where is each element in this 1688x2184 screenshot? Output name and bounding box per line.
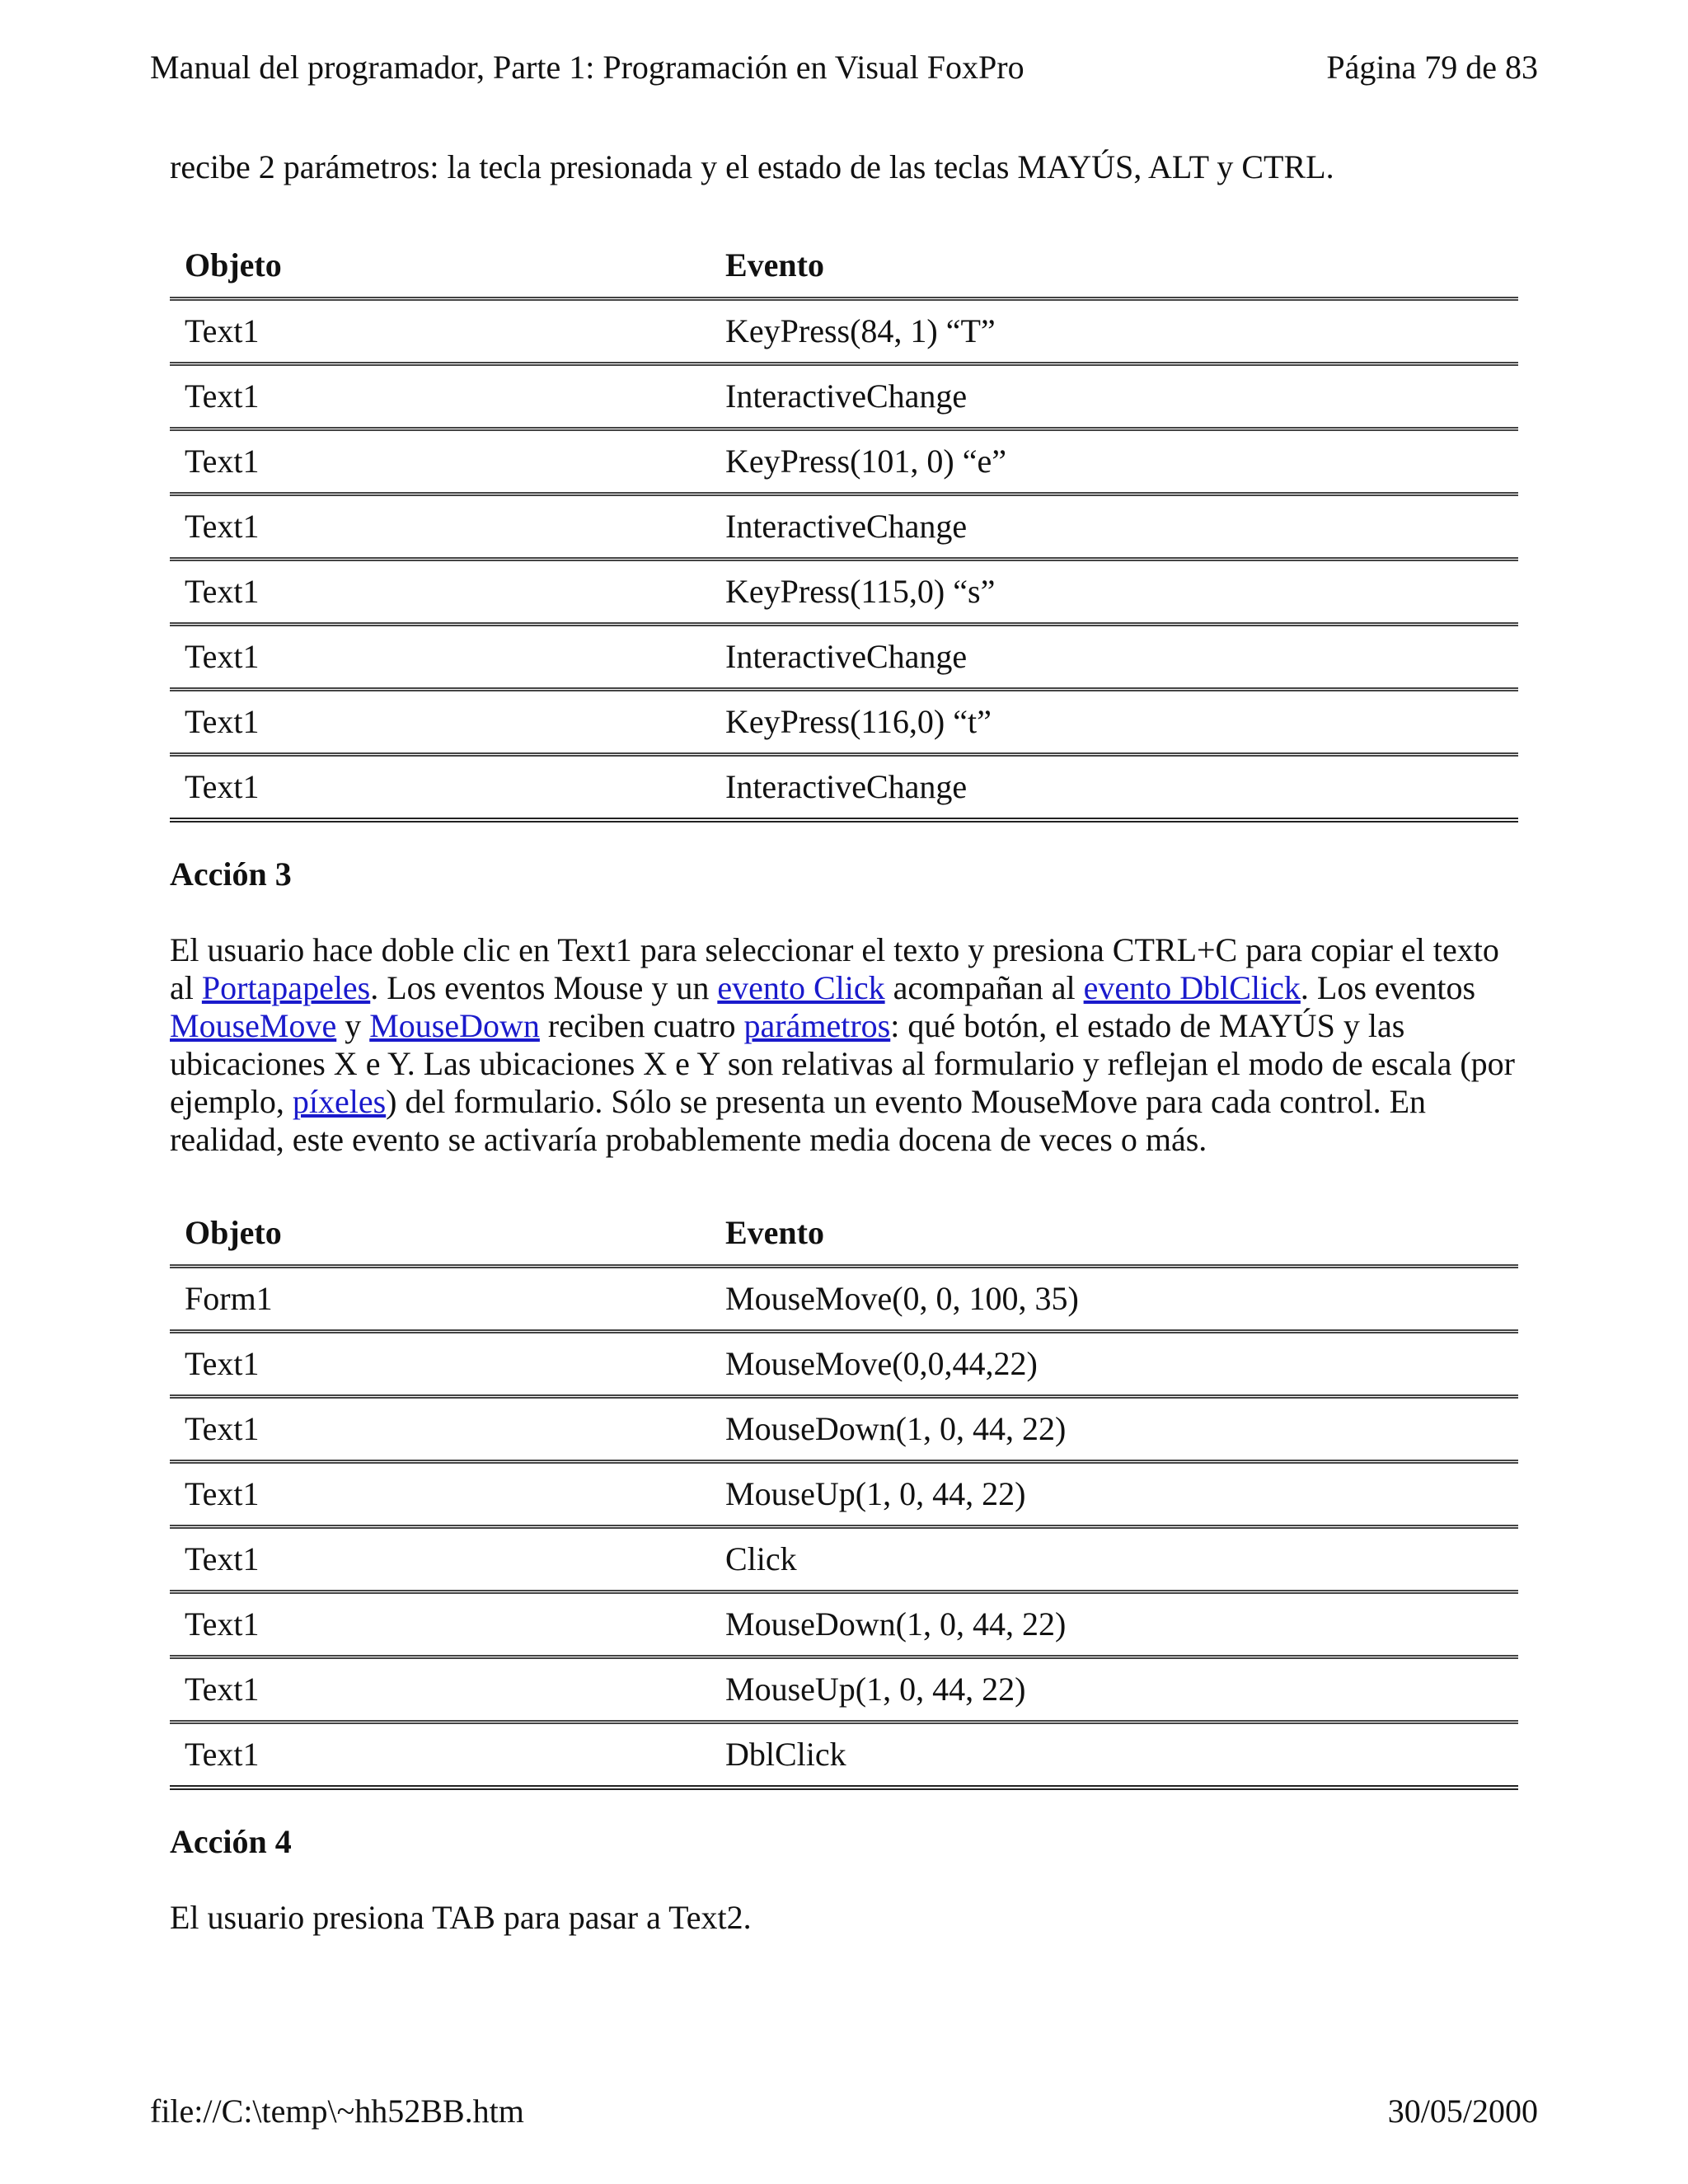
table-row	[170, 364, 1518, 429]
text-segment: . Los eventos	[1300, 969, 1476, 1006]
text-segment: y	[336, 1007, 370, 1044]
section-heading-accion-3: Acción 3	[170, 855, 292, 893]
object-cell: Text1	[170, 299, 710, 364]
table-row	[170, 755, 1518, 821]
document-title: Manual del programador, Parte 1: Programación en Visual FoxPro	[150, 49, 1025, 86]
events-table-1	[170, 234, 1518, 823]
table-row	[170, 429, 1518, 494]
text-segment: acompañan al	[884, 969, 1084, 1006]
text-segment: reciben cuatro	[539, 1007, 744, 1044]
event-cell: InteractiveChange	[710, 494, 1518, 560]
object-cell: Text1	[170, 1527, 710, 1592]
link-mousemove[interactable]: MouseMove	[170, 1007, 337, 1044]
event-cell: KeyPress(115,0) “s”	[710, 560, 1518, 625]
table-row	[170, 1722, 1518, 1788]
page-header	[150, 48, 1538, 87]
link-parametros[interactable]: parámetros	[743, 1007, 891, 1044]
table-row	[170, 690, 1518, 755]
link-evento-click[interactable]: evento Click	[717, 969, 885, 1006]
object-cell: Text1	[170, 494, 710, 560]
link-portapapeles[interactable]: Portapapeles	[201, 969, 371, 1006]
file-path: file://C:\temp\~hh52BB.htm	[150, 2093, 524, 2130]
event-cell: InteractiveChange	[710, 755, 1518, 821]
section-heading-accion-4: Acción 4	[170, 1823, 292, 1860]
event-cell: MouseUp(1, 0, 44, 22)	[710, 1462, 1518, 1527]
table-row	[170, 1267, 1518, 1332]
table-row	[170, 1527, 1518, 1592]
event-cell: DblClick	[710, 1722, 1518, 1788]
event-cell: MouseMove(0,0,44,22)	[710, 1332, 1518, 1397]
table-row	[170, 1592, 1518, 1657]
column-header-objeto: Objeto	[170, 234, 710, 299]
object-cell: Text1	[170, 1592, 710, 1657]
event-cell: KeyPress(84, 1) “T”	[710, 299, 1518, 364]
object-cell: Form1	[170, 1267, 710, 1332]
object-cell: Text1	[170, 429, 710, 494]
column-header-objeto: Objeto	[170, 1202, 710, 1267]
object-cell: Text1	[170, 1722, 710, 1788]
table-row	[170, 494, 1518, 560]
page-content	[170, 148, 1518, 1937]
link-evento-dblclick[interactable]: evento DblClick	[1083, 969, 1301, 1006]
page-number: Página 79 de 83	[1326, 49, 1538, 86]
event-cell: InteractiveChange	[710, 625, 1518, 690]
accion-3-paragraph	[170, 931, 1518, 1159]
event-cell: Click	[710, 1527, 1518, 1592]
object-cell: Text1	[170, 1397, 710, 1462]
table-header-row	[170, 1202, 1518, 1267]
event-cell: MouseDown(1, 0, 44, 22)	[710, 1592, 1518, 1657]
text-segment: : qué botón, el estado de MAYÚS y las ubicaciones X e Y. Las ubicaciones X e Y son relativas al formulario y reflejan el modo de escala (por ejemplo,	[170, 1007, 1515, 1120]
table-row	[170, 560, 1518, 625]
object-cell: Text1	[170, 560, 710, 625]
table-row	[170, 1397, 1518, 1462]
object-cell: Text1	[170, 1332, 710, 1397]
events-table-2	[170, 1202, 1518, 1790]
object-cell: Text1	[170, 364, 710, 429]
page-footer	[150, 2092, 1538, 2131]
table-header-row	[170, 234, 1518, 299]
link-pixeles[interactable]: píxeles	[292, 1083, 387, 1120]
object-cell: Text1	[170, 1462, 710, 1527]
column-header-evento: Evento	[710, 1202, 1518, 1267]
text-segment: ) del formulario. Sólo se presenta un evento MouseMove para cada control. En realidad, este evento se activaría probablemente media docena de veces o más.	[170, 1083, 1427, 1158]
print-date: 30/05/2000	[1387, 2093, 1538, 2130]
table-row	[170, 625, 1518, 690]
event-cell: KeyPress(116,0) “t”	[710, 690, 1518, 755]
intro-text: recibe 2 parámetros: la tecla presionada y el estado de las teclas MAYÚS, ALT y CTRL.	[170, 148, 1334, 185]
text-segment: El usuario hace doble clic en Text1 para seleccionar el texto y presiona CTRL+C para copiar el texto al	[170, 931, 1499, 1006]
table-row	[170, 299, 1518, 364]
object-cell: Text1	[170, 625, 710, 690]
event-cell: InteractiveChange	[710, 364, 1518, 429]
event-cell: MouseUp(1, 0, 44, 22)	[710, 1657, 1518, 1722]
object-cell: Text1	[170, 1657, 710, 1722]
event-cell: MouseDown(1, 0, 44, 22)	[710, 1397, 1518, 1462]
object-cell: Text1	[170, 755, 710, 821]
table-row	[170, 1462, 1518, 1527]
table-row	[170, 1332, 1518, 1397]
table-row	[170, 1657, 1518, 1722]
object-cell: Text1	[170, 690, 710, 755]
event-cell: KeyPress(101, 0) “e”	[710, 429, 1518, 494]
accion-4-paragraph: El usuario presiona TAB para pasar a Text2.	[170, 1899, 752, 1936]
text-segment: . Los eventos Mouse y un	[370, 969, 718, 1006]
column-header-evento: Evento	[710, 234, 1518, 299]
link-mousedown[interactable]: MouseDown	[369, 1007, 540, 1044]
event-cell: MouseMove(0, 0, 100, 35)	[710, 1267, 1518, 1332]
